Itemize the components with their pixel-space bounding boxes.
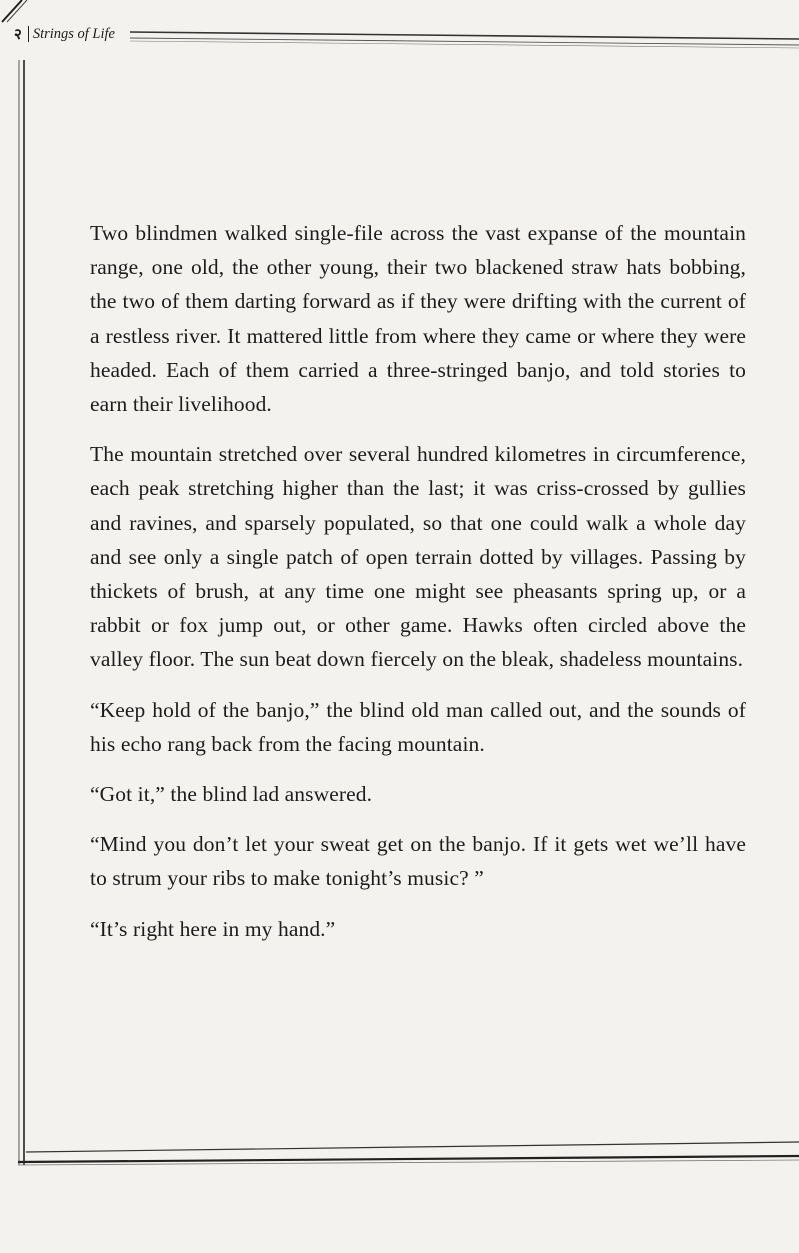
page-frame-bottom bbox=[18, 1138, 799, 1168]
header-rule bbox=[130, 30, 799, 52]
running-header bbox=[14, 20, 115, 48]
body-text bbox=[90, 216, 746, 962]
page-frame-left bbox=[18, 60, 26, 1165]
header-divider bbox=[28, 26, 29, 42]
paragraph: “Got it,” the blind lad answered. bbox=[90, 782, 373, 807]
running-title: Strings of Life bbox=[32, 25, 115, 42]
paragraph: “It’s right here in my hand.” bbox=[90, 916, 336, 941]
paragraph: “Keep hold of the banjo,” the blind old man called out, and the sounds of his echo rang back from the facing mountain. bbox=[90, 697, 746, 756]
paragraph: “Mind you don’t let your sweat get on the banjo. If it gets wet we’ll have to strum your ribs to make tonight’s music? ” bbox=[90, 832, 746, 891]
paragraph: The mountain stretched over several hundred kilometres in circumference, each peak stretching higher than the last; it was criss-crossed by gullies and ravines, and sparsely populated, so that one could walk a whole day and see only a single patch of open terrain dotted by villages. Passing by thickets of brush, at any time one might see pheasants spring up, or a rabbit or fox jump out, or other game. Hawks often circled above the valley floor. The sun beat down fiercely on the bleak, shadeless mountains. bbox=[90, 442, 746, 672]
page-number: २ bbox=[14, 25, 22, 43]
paragraph: Two blindmen walked single-file across the vast expanse of the mountain range, one old, the other young, their two blackened straw hats bobbing, the two of them darting forward as if they were drifting with the current of a restless river. It mattered little from where they came or where they were headed. Each of them carried a three-stringed banjo, and told stories to earn their livelihood. bbox=[90, 221, 746, 417]
